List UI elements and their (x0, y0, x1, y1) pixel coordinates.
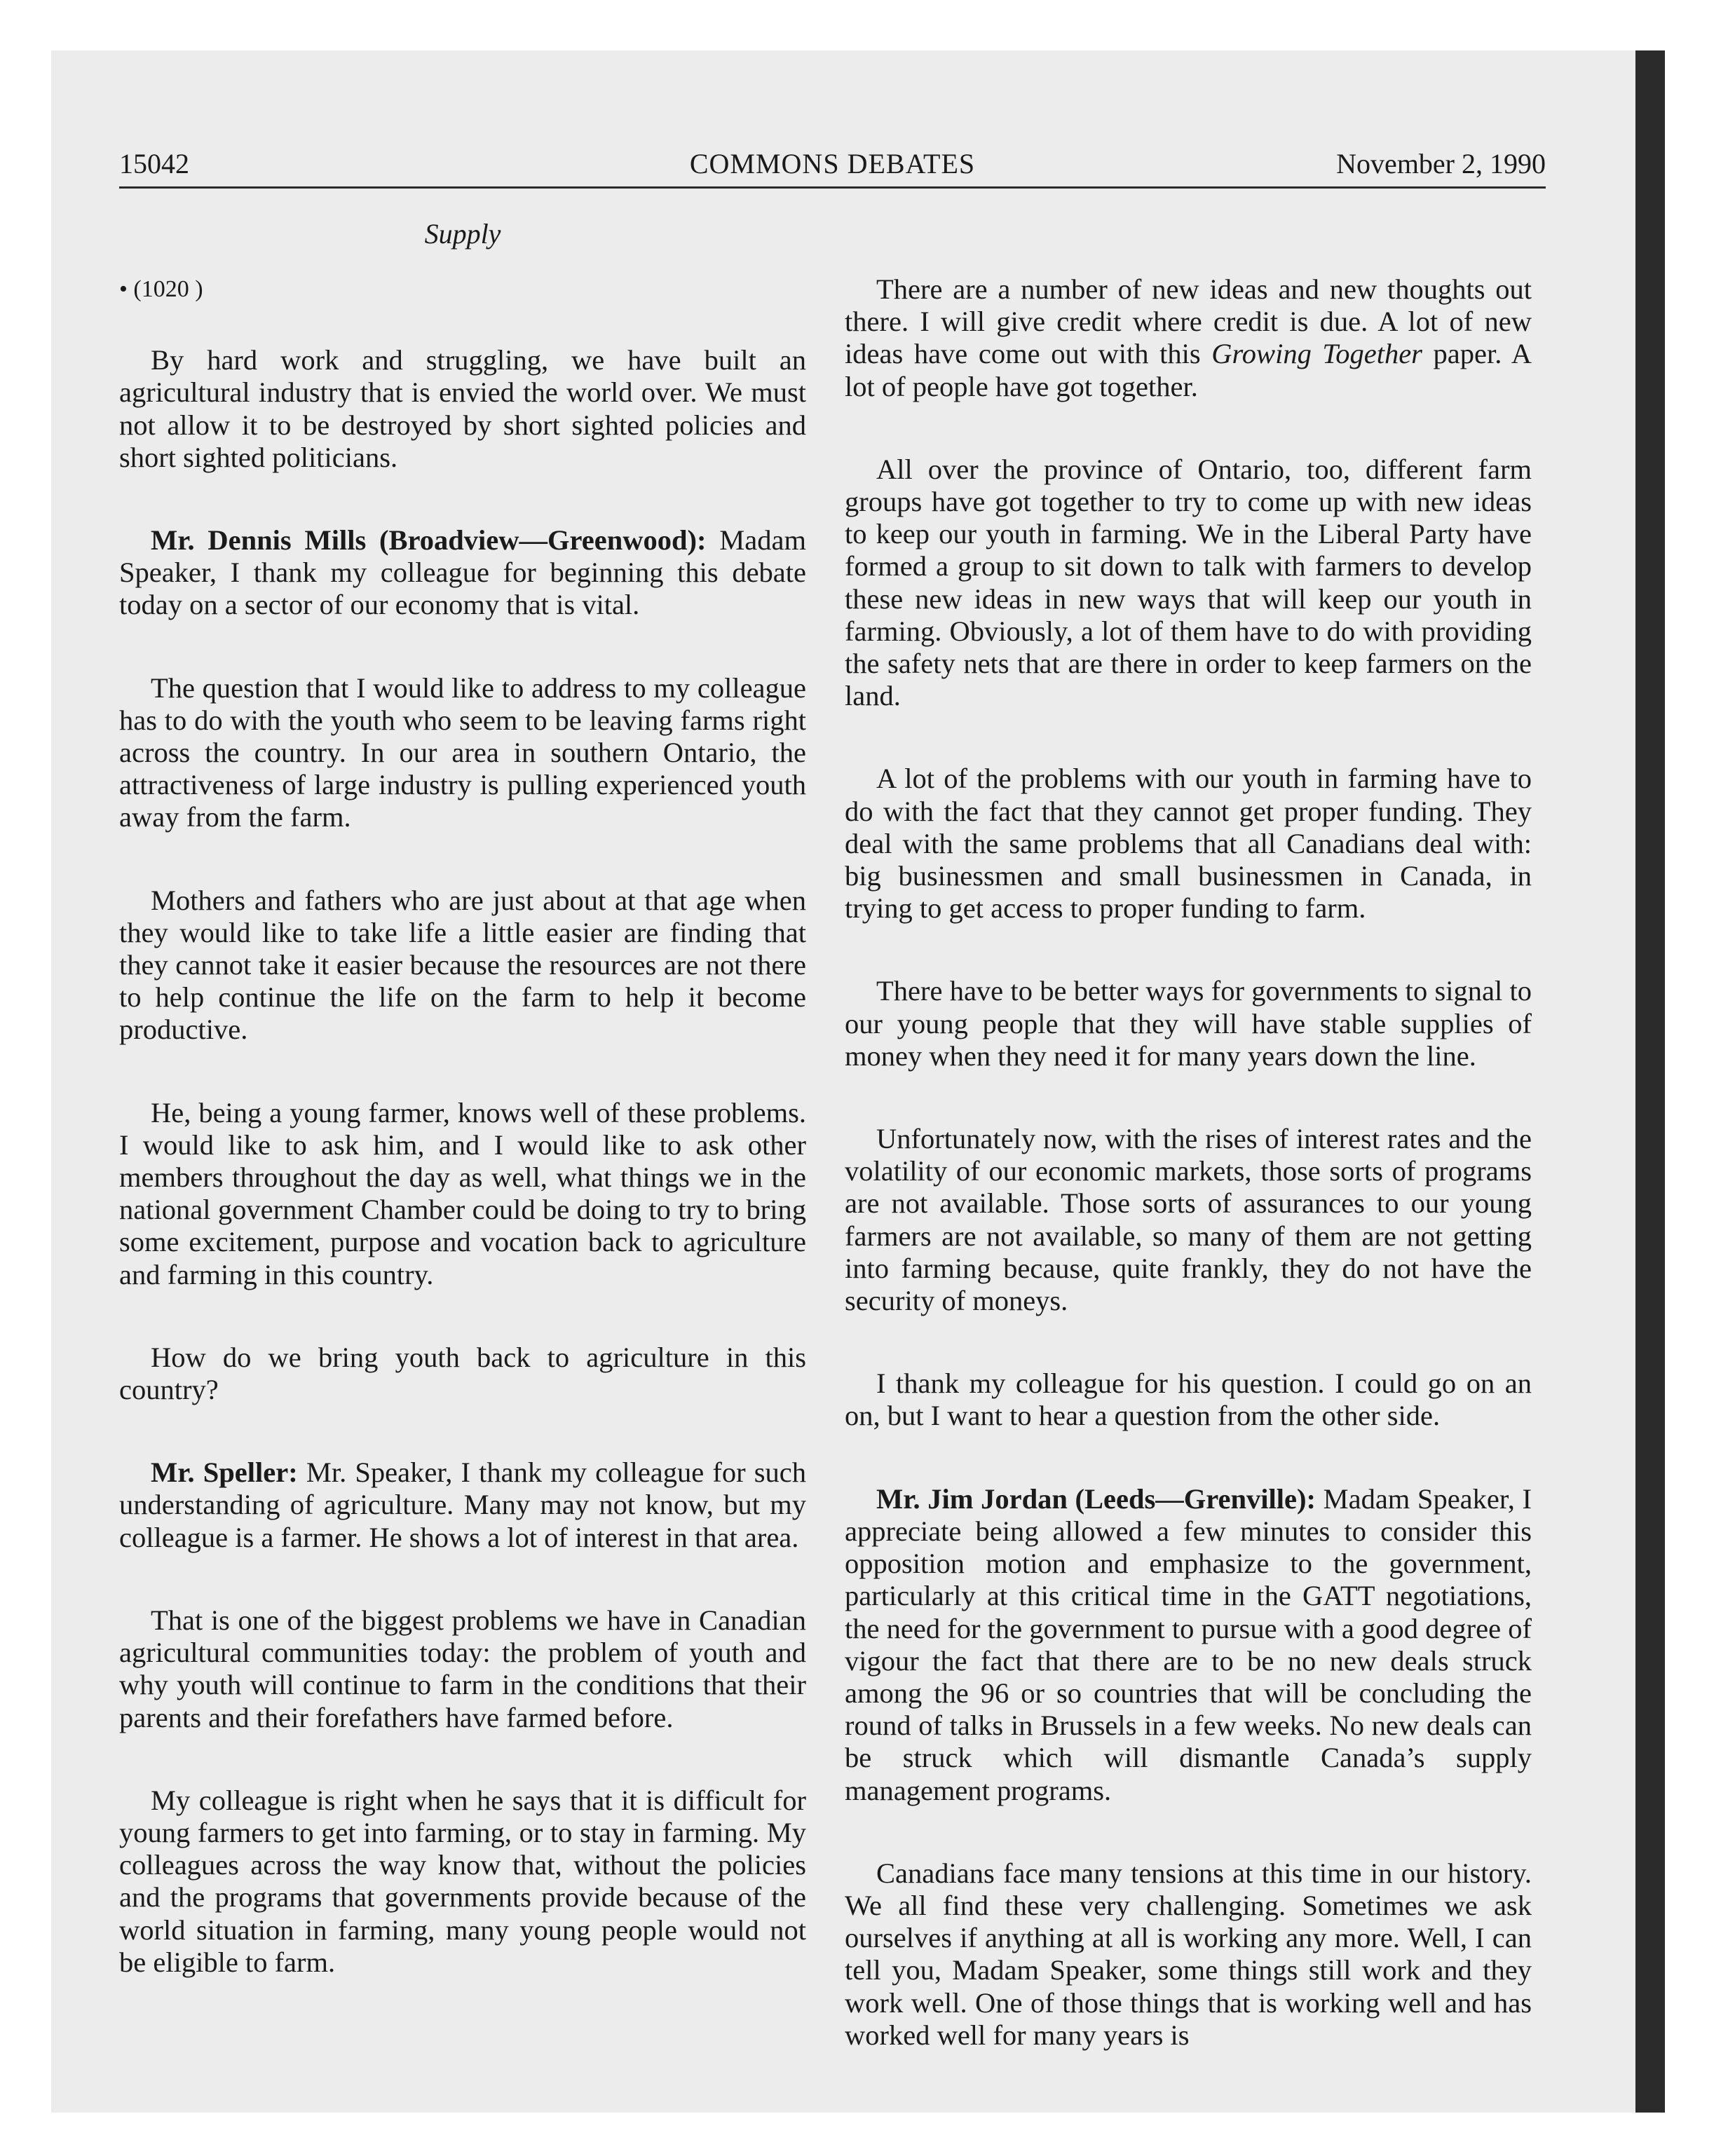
page-number: 15042 (119, 148, 189, 179)
paragraph-text: How do we bring youth back to agriculture in this country? (119, 1341, 806, 1406)
paragraph (119, 1456, 806, 1554)
page-date: November 2, 1990 (1336, 148, 1546, 179)
scan-edge-bar (1635, 50, 1665, 2113)
paragraph-text: A lot of the problems with our youth in farming have to do with the fact that they cannot get proper funding. They deal with the same problems that all Canadians deal with: big businessmen and small businessmen in Canada, in trying to get access to proper funding to farm. (845, 763, 1532, 925)
paragraph (119, 1785, 806, 1979)
paragraph-text: All over the province of Ontario, too, different farm groups have got together to try to come up with new ideas to keep our youth in farming. We in the Liberal Party have formed a group to sit down to talk with farmers to develop these new ideas in new ways that will keep our youth in farming. Obviously, a lot of them have to do with providing the safety nets that are there in order to keep farmers on the land. (845, 453, 1532, 712)
paragraph-text: Mothers and fathers who are just about at that age when they would like to take life a little easier are finding that they cannot take it easier because the resources are not there to help continue the life on the farm to help it become productive. (119, 884, 806, 1046)
paragraph (845, 763, 1532, 925)
page-header (119, 147, 1546, 189)
paragraph-text: He, being a young farmer, knows well of these problems. I would like to ask him, and I would like to ask other members throughout the day as well, what things we in the national government Chamber could be doing to try to bring some excitement, purpose and vocation back to agriculture and farming in this country. (119, 1096, 806, 1290)
paragraph (845, 975, 1532, 1072)
paragraph (119, 672, 806, 834)
paragraph (119, 524, 806, 622)
paragraph-text: There have to be better ways for governments to signal to our young people that they will have stable supplies of money when they need it for many years down the line. (845, 975, 1532, 1072)
paragraph (845, 453, 1532, 713)
paragraph (119, 344, 806, 474)
header-rule (119, 186, 1546, 189)
paragraph (845, 1857, 1532, 2052)
paragraph-text: Madam Speaker, I thank my colleague for beginning this debate today on a sector of our economy that is vital. (119, 524, 806, 621)
paragraph (119, 1604, 806, 1734)
publication-title: COMMONS DEBATES (689, 148, 976, 179)
paragraph-text: That is one of the biggest problems we have in Canadian agricultural communities today: the problem of youth and why youth will continue to farm in the conditions that their parents and their forefathers have farmed before. (119, 1604, 806, 1733)
paragraph-text: Canadians face many tensions at this time in our history. We all find these very challenging. Sometimes we ask ourselves if anything at all is working any more. Well, I can tell you, Madam Speaker, some things still work and they work well. One of those things that is working well and has worked well for many years is (845, 1857, 1532, 2051)
paragraph-text: My colleague is right when he says that it is difficult for young farmers to get into farming, or to stay in farming. My colleagues across the way know that, without the policies and the programs that governments provide because of the world situation in farming, many young people would not be eligible to farm. (119, 1784, 806, 1978)
document-title-italic: Growing Together (1211, 338, 1422, 370)
time-marker: • (1020 ) (119, 276, 203, 302)
paragraph-text: Mr. Speaker, I thank my colleague for such understanding of agriculture. Many may not know, but my colleague is a farmer. He shows a lot of interest in that area. (119, 1456, 806, 1553)
left-column (119, 273, 806, 2011)
paragraph (119, 885, 806, 1046)
right-column (845, 273, 1532, 2084)
paragraph-text: The question that I would like to address to my colleague has to do with the youth who seem to be leaving farms right across the country. In our area in southern Ontario, the attractiveness of large industry is pulling experienced youth away from the farm. (119, 671, 806, 833)
paragraph-text: I thank my colleague for his question. I could go on an on, but I want to hear a question from the other side. (845, 1367, 1532, 1432)
paragraph-text: Unfortunately now, with the rises of interest rates and the volatility of our economic markets, those sorts of programs are not available. Those sorts of assurances to our young farmers are not available, so many of them are not getting into farming because, quite frankly, they do not have the security of moneys. (845, 1123, 1532, 1317)
paragraph (845, 273, 1532, 403)
speaker-name: Mr. Jim Jordan (Leeds—Grenville): (876, 1482, 1316, 1515)
paragraph (845, 1123, 1532, 1317)
paragraph (119, 1342, 806, 1406)
paragraph-text: paper. A lot of people have got together. (845, 338, 1532, 402)
paragraph-text: Madam Speaker, I appreciate being allowed a few minutes to consider this opposition motion and emphasize to the government, particularly at this critical time in the GATT negotiations, the need for the government to pursue with a good degree of vigour the fact that there are to be no new deals struck among the 96 or so countries that will be concluding the round of talks in Brussels in a few weeks. No new deals can be struck which will dismantle Canada’s supply management programs. (845, 1482, 1532, 1806)
speaker-name: Mr. Speller: (151, 1456, 298, 1489)
paragraph-text: By hard work and struggling, we have built an agricultural industry that is envied the world over. We must not allow it to be destroyed by short sighted policies and short sighted politicians. (119, 344, 806, 473)
paragraph (119, 1097, 806, 1291)
paragraph (845, 1367, 1532, 1432)
speaker-name: Mr. Dennis Mills (Broadview—Greenwood): (151, 524, 707, 557)
paragraph-text: There are a number of new ideas and new thoughts out there. I will give credit where credit is due. A lot of new ideas have come out with this (845, 273, 1532, 370)
paragraph (845, 1483, 1532, 1807)
section-title: Supply (424, 218, 501, 250)
